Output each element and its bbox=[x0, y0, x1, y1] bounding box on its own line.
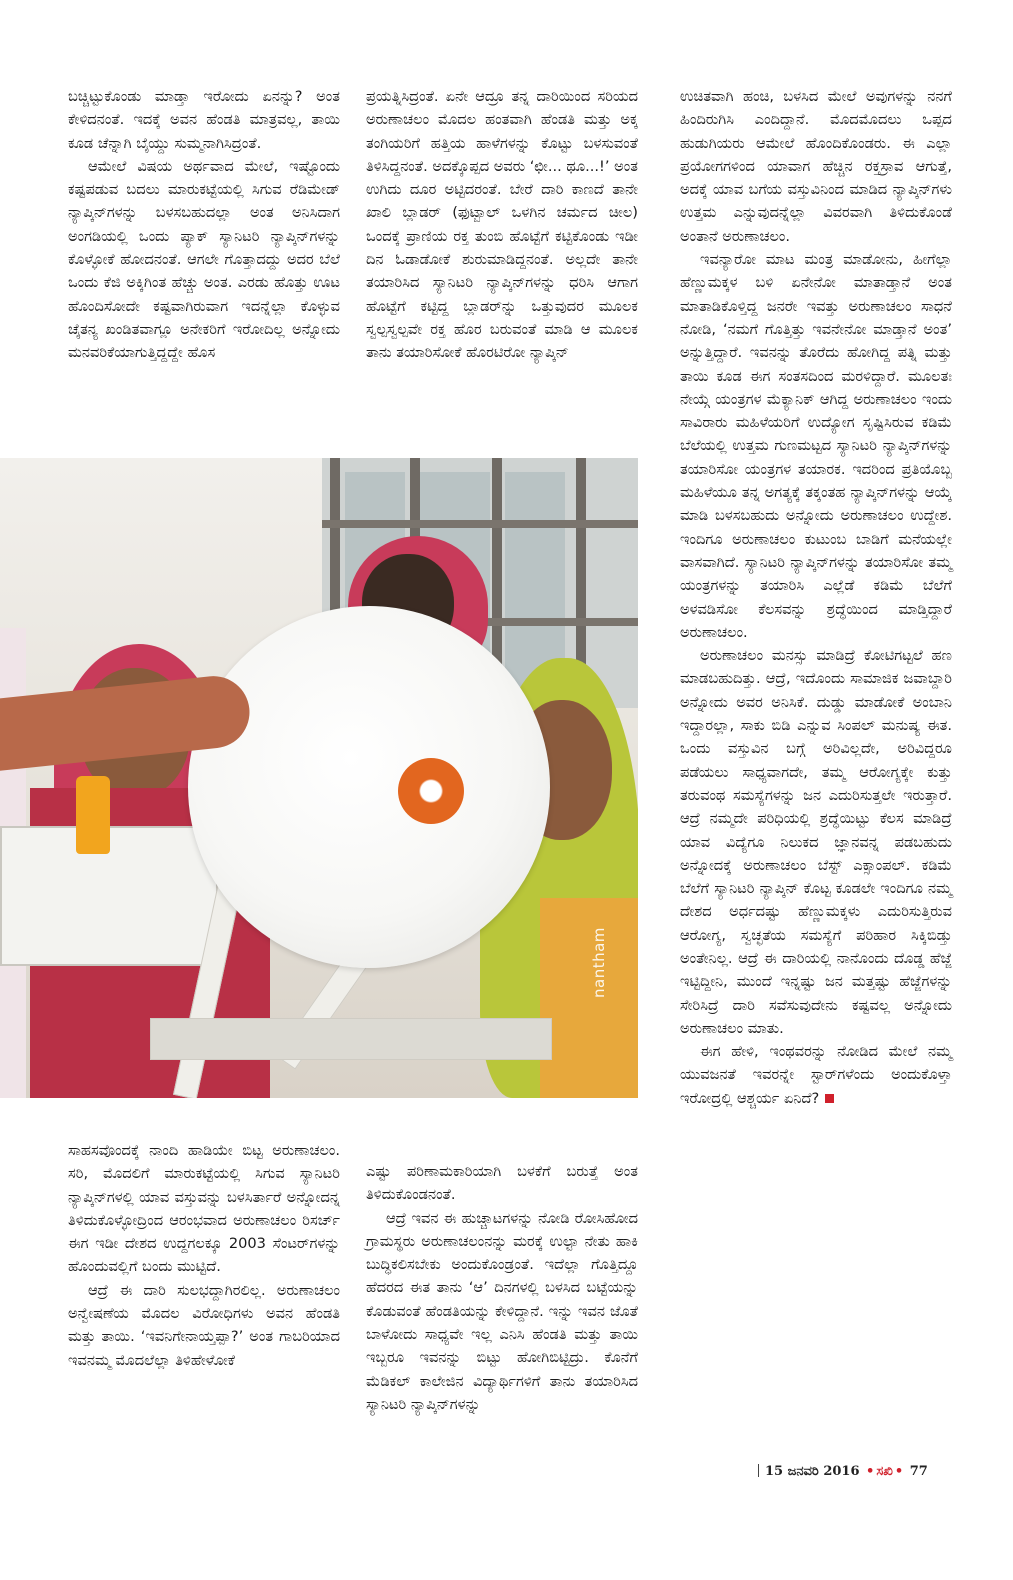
paragraph: ಸಾಹಸವೊಂದಕ್ಕೆ ನಾಂದಿ ಹಾಡಿಯೇ ಬಿಟ್ಟ ಅರುಣಾಚಲಂ. ಸರಿ, ಮೊದಲಿಗೆ ಮಾರುಕಟ್ಟೆಯಲ್ಲಿ ಸಿಗುವ ಸ್ಯಾನಿಟರಿ ನ್ಯಾಪ್ಕಿನ್‌ಗಳಲ್ಲಿ ಯಾವ ವಸ್ತುವನ್ನು ಬಳಸಿರ್ತಾರೆ ಅನ್ನೋದನ್ನ ತಿಳಿದುಕೊಳ್ಳೋದ್ರಿಂದ ಆರಂಭವಾದ ಅರುಣಾಚಲಂ ರಿಸರ್ಚ್ ಈಗ ಇಡೀ ದೇಶದ ಉದ್ದಗಲಕ್ಕೂ 2003 ಸೆಂಟರ್‌ಗಳನ್ನು ಹೊಂದುವಲ್ಲಿಗೆ ಬಂದು ಮುಟ್ಟಿದೆ. bbox=[68, 1142, 340, 1276]
photo-cotton-roll bbox=[188, 606, 550, 968]
photo-oil-bottle bbox=[76, 776, 110, 854]
closing-paragraph bbox=[680, 1040, 952, 1110]
footer-bullet: • bbox=[894, 1464, 904, 1479]
article-photo bbox=[0, 458, 638, 1098]
paragraph-text: ಈಗ ಹೇಳಿ, ಇಂಥವರನ್ನು ನೋಡಿದ ಮೇಲೆ ನಮ್ಮ ಯುವಜನತೆ ಇವರನ್ನೇ ಸ್ಟಾರ್‌ಗಳೆಂದು ಅಂದುಕೊಳ್ತಾ ಇರೋದ್ರಲ್ಲಿ ಆಶ್ಚರ್ಯ ಏನಿದೆ? bbox=[680, 1043, 952, 1107]
article-column-1 bbox=[68, 85, 340, 365]
photo-woman-right-dress bbox=[540, 898, 638, 1098]
paragraph: ಆದ್ರೆ ಇವನ ಈ ಹುಚ್ಚಾಟಗಳನ್ನು ನೋಡಿ ರೋಸಿಹೋದ ಗ್ರಾಮಸ್ಥರು ಅರುಣಾಚಲಂನನ್ನು ಮರಕ್ಕೆ ಉಲ್ಟಾ ನೇತು ಹಾಕಿ ಬುದ್ಧಿಕಲಿಸಬೇಕು ಅಂದುಕೊಂಡ್ರಂತೆ. ಇದೆಲ್ಲಾ ಗೊತ್ತಿದ್ದೂ ಹೆದರದ ಈತ ತಾನು ‘ಆ’ ದಿನಗಳಲ್ಲಿ ಬಳಸಿದ ಬಟ್ಟೆಯನ್ನು ಕೊಡುವಂತೆ ಹೆಂಡತಿಯನ್ನು ಕೇಳಿದ್ದಾನೆ. ಇನ್ನು ಇವನ ಜೊತೆ ಬಾಳೋದು ಸಾಧ್ಯವೇ ಇಲ್ಲ ಎನಿಸಿ ಹೆಂಡತಿ ಮತ್ತು ತಾಯಿ ಇಬ್ಬರೂ ಇವನನ್ನು ಬಿಟ್ಟು ಹೋಗಿಬಿಟ್ಟಿದ್ರು. ಕೊನೆಗೆ ಮೆಡಿಕಲ್ ಕಾಲೇಜಿನ ವಿದ್ಯಾರ್ಥಿಗಳಿಗೆ ತಾನು ತಯಾರಿಸಿದ ಸ್ಯಾನಿಟರಿ ನ್ಯಾಪ್ಕಿನ್‌ಗಳನ್ನು bbox=[366, 1209, 638, 1413]
footer-bullet: • bbox=[866, 1464, 875, 1479]
paragraph: ಉಚಿತವಾಗಿ ಹಂಚಿ, ಬಳಸಿದ ಮೇಲೆ ಅವುಗಳನ್ನು ನನಗೆ ಹಿಂದಿರುಗಿಸಿ ಎಂದಿದ್ದಾನೆ. ಮೊದಮೊದಲು ಒಪ್ಪದ ಹುಡುಗಿಯರು ಆಮೇಲೆ ಹೊಂದಿಕೊಂಡರು. ಈ ಎಲ್ಲಾ ಪ್ರಯೋಗಗಳಿಂದ ಯಾವಾಗ ಹೆಚ್ಚಿನ ರಕ್ತಸ್ರಾವ ಆಗುತ್ತೆ, ಅದಕ್ಕೆ ಯಾವ ಬಗೆಯ ವಸ್ತುವಿನಿಂದ ಮಾಡಿದ ನ್ಯಾಪ್ಕಿನ್‌ಗಳು ಉತ್ತಮ ಎನ್ನುವುದನ್ನೆಲ್ಲಾ ವಿವರವಾಗಿ ತಿಳಿದುಕೊಂಡೆ ಅಂತಾನೆ ಅರುಣಾಚಲಂ. bbox=[680, 88, 952, 245]
page-number: 77 bbox=[909, 1464, 928, 1479]
article-column-5 bbox=[366, 1160, 638, 1416]
magazine-name: ಸಖಿ bbox=[876, 1464, 893, 1479]
article-column-3 bbox=[680, 85, 952, 1110]
photo-table bbox=[150, 1018, 552, 1060]
article-column-2 bbox=[366, 85, 638, 365]
issue-date: 15 ಜನವರಿ 2016 bbox=[765, 1464, 860, 1479]
paragraph: ಅರುಣಾಚಲಂ ಮನಸ್ಸು ಮಾಡಿದ್ರೆ ಕೋಟಿಗಟ್ಟಲೆ ಹಣ ಮಾಡಬಹುದಿತ್ತು. ಆದ್ರೆ, ಇದೊಂದು ಸಾಮಾಜಿಕ ಜವಾಬ್ದಾರಿ ಅನ್ನೋದು ಅವರ ಅನಿಸಿಕೆ. ದುಡ್ಡು ಮಾಡೋಕೆ ಅಂಬಾನಿ ಇದ್ದಾರಲ್ಲಾ, ಸಾಕು ಬಿಡಿ ಎನ್ನುವ ಸಿಂಪಲ್ ಮನುಷ್ಯ ಈತ. ಒಂದು ವಸ್ತುವಿನ ಬಗ್ಗೆ ಅರಿವಿಲ್ಲದೇ, ಅರಿವಿದ್ದರೂ ಪಡೆಯಲು ಸಾಧ್ಯವಾಗದೇ, ತಮ್ಮ ಆರೋಗ್ಯಕ್ಕೇ ಕುತ್ತು ತರುವಂಥ ಸಮಸ್ಯೆಗಳನ್ನು ಜನ ಎದುರಿಸುತ್ತಲೇ ಇರುತ್ತಾರೆ. ಆದ್ರೆ ನಮ್ಮದೇ ಪರಿಧಿಯಲ್ಲಿ ಶ್ರದ್ಧೆಯಿಟ್ಟು ಕೆಲಸ ಮಾಡಿದ್ರೆ ಯಾವ ವಿದ್ಯೆಗೂ ನಿಲುಕದ ಜ್ಞಾನವನ್ನ ಪಡಬಹುದು ಅನ್ನೋದಕ್ಕೆ ಅರುಣಾಚಲಂ ಬೆಸ್ಟ್ ಎಕ್ಸಾಂಪಲ್. ಕಡಿಮೆ ಬೆಲೆಗೆ ಸ್ಯಾನಿಟರಿ ನ್ಯಾಪ್ಕಿನ್ ಕೊಟ್ಟ ಕೂಡಲೇ ಇಂದಿಗೂ ನಮ್ಮ ದೇಶದ ಅರ್ಧದಷ್ಟು ಹೆಣ್ಣುಮಕ್ಕಳು ಎದುರಿಸುತ್ತಿರುವ ಆರೋಗ್ಯ, ಸ್ವಚ್ಛತೆಯ ಸಮಸ್ಯೆಗೆ ಪರಿಹಾರ ಸಿಕ್ಕಿಬಿಡ್ತು ಅಂತೇನಿಲ್ಲ. ಆದ್ರೆ ಈ ದಾರಿಯಲ್ಲಿ ನಾನೊಂದು ದೊಡ್ಡ ಹೆಜ್ಜೆ ಇಟ್ಟಿದ್ದೀನಿ, ಮುಂದೆ ಇನ್ನಷ್ಟು ಜನ ಮತ್ತಷ್ಟು ಹೆಜ್ಜೆಗಳನ್ನು ಸೇರಿಸಿದ್ರೆ ದಾರಿ ಸವೆಸುವುದೇನು ಕಷ್ಟವಲ್ಲ ಅನ್ನೋದು ಅರುಣಾಚಲಂ ಮಾತು. bbox=[680, 647, 952, 1037]
page-footer bbox=[758, 1464, 928, 1479]
paragraph: ಪ್ರಯತ್ನಿಸಿದ್ರಂತೆ. ಏನೇ ಆದ್ರೂ ತನ್ನ ದಾರಿಯಿಂದ ಸರಿಯದ ಅರುಣಾಚಲಂ ಮೊದಲ ಹಂತವಾಗಿ ಹೆಂಡತಿ ಮತ್ತು ಅಕ್ಕ ತಂಗಿಯರಿಗೆ ಹತ್ತಿಯ ಹಾಳೆಗಳನ್ನು ಕೊಟ್ಟು ಬಳಸುವಂತೆ ತಿಳಿಸಿದ್ದನಂತೆ. ಅದಕ್ಕೊಪ್ಪದ ಅವರು ‘ಛೀ... ಥೂ...!’ ಅಂತ ಉಗಿದು ದೂರ ಅಟ್ಟಿದರಂತೆ. ಬೇರೆ ದಾರಿ ಕಾಣದೆ ತಾನೇ ಖಾಲಿ ಬ್ಲಾಡರ್ (ಫುಟ್ಬಾಲ್ ಒಳಗಿನ ಚರ್ಮದ ಚೀಲ) ಒಂದಕ್ಕೆ ಪ್ರಾಣಿಯ ರಕ್ತ ತುಂಬಿ ಹೊಟ್ಟೆಗೆ ಕಟ್ಟಿಕೊಂಡು ಇಡೀ ದಿನ ಓಡಾಡೋಕೆ ಶುರುಮಾಡಿದ್ದನಂತೆ. ಅಲ್ಲದೇ ತಾನೇ ತಯಾರಿಸಿದ ಸ್ಯಾನಿಟರಿ ನ್ಯಾಪ್ಕಿನ್‌ಗಳನ್ನು ಧರಿಸಿ ಆಗಾಗ ಹೊಟ್ಟೆಗೆ ಕಟ್ಟಿದ್ದ ಬ್ಲಾಡರ್‌ನ್ನು ಒತ್ತುವುದರ ಮೂಲಕ ಸ್ವಲ್ಪಸ್ವಲ್ಪವೇ ರಕ್ತ ಹೊರ ಬರುವಂತೆ ಮಾಡಿ ಆ ಮೂಲಕ ತಾನು ತಯಾರಿಸೋಕೆ ಹೊರಟಿರೋ ನ್ಯಾಪ್ಕಿನ್ bbox=[366, 88, 639, 362]
paragraph: ಬಚ್ಚಿಟ್ಟುಕೊಂಡು ಮಾಡ್ತಾ ಇರೋದು ಏನನ್ನು? ಅಂತ ಕೇಳಿದನಂತೆ. ಇದಕ್ಕೆ ಅವನ ಹೆಂಡತಿ ಮಾತ್ರವಲ್ಲ, ತಾಯಿ ಕೂಡ ಚೆನ್ನಾಗಿ ಬೈಯ್ದು ಸುಮ್ಮನಾಗಿಸಿದ್ರಂತೆ. bbox=[68, 88, 340, 152]
photo-credit-watermark: nantham bbox=[590, 927, 608, 998]
paragraph: ಆದ್ರೆ ಈ ದಾರಿ ಸುಲಭದ್ದಾಗಿರಲಿಲ್ಲ. ಅರುಣಾಚಲಂ ಅನ್ವೇಷಣೆಯ ಮೊದಲ ವಿರೋಧಿಗಳು ಅವನ ಹೆಂಡತಿ ಮತ್ತು ತಾಯಿ. ‘ಇವನಿಗೇನಾಯ್ತಪ್ಪಾ?’ ಅಂತ ಗಾಬರಿಯಾದ ಇವನಮ್ಮ ಮೊದಲೆಲ್ಲಾ ತಿಳಿಹೇಳೋಕೆ bbox=[68, 1281, 340, 1369]
paragraph: ಇವನ್ಯಾರೋ ಮಾಟ ಮಂತ್ರ ಮಾಡೋನು, ಹೀಗೆಲ್ಲಾ ಹೆಣ್ಣುಮಕ್ಕಳ ಬಳಿ ಏನೇನೋ ಮಾತಾಡ್ತಾನೆ ಅಂತ ಮಾತಾಡಿಕೊಳ್ತಿದ್ದ ಜನರೇ ಇವತ್ತು ಅರುಣಾಚಲಂ ಸಾಧನೆ ನೋಡಿ, ‘ನಮಗೆ ಗೊತ್ತಿತ್ತು ಇವನೇನೋ ಮಾಡ್ತಾನೆ ಅಂತ’ ಅನ್ನುತ್ತಿದ್ದಾರೆ. ಇವನನ್ನು ತೊರೆದು ಹೋಗಿದ್ದ ಪತ್ನಿ ಮತ್ತು ತಾಯಿ ಕೂಡ ಈಗ ಸಂತಸದಿಂದ ಮರಳಿದ್ದಾರೆ. ಮೂಲತಃ ನೇಯ್ಗೆ ಯಂತ್ರಗಳ ಮೆಕ್ಯಾನಿಕ್ ಆಗಿದ್ದ ಅರುಣಾಚಲಂ ಇಂದು ಸಾವಿರಾರು ಮಹಿಳೆಯರಿಗೆ ಉದ್ಯೋಗ ಸೃಷ್ಟಿಸಿರುವ ಕಡಿಮೆ ಬೆಲೆಯಲ್ಲಿ ಉತ್ತಮ ಗುಣಮಟ್ಟದ ಸ್ಯಾನಿಟರಿ ನ್ಯಾಪ್ಕಿನ್‌ಗಳನ್ನು ತಯಾರಿಸೋ ಯಂತ್ರಗಳ ತಯಾರಕ. ಇದರಿಂದ ಪ್ರತಿಯೊಬ್ಬ ಮಹಿಳೆಯೂ ತನ್ನ ಅಗತ್ಯಕ್ಕೆ ತಕ್ಕಂತಹ ನ್ಯಾಪ್ಕಿನ್‌ಗಳನ್ನು ಆಯ್ಕೆ ಮಾಡಿ ಬಳಸಬಹುದು ಅನ್ನೋದು ಅರುಣಾಚಲಂ ಉದ್ದೇಶ. ಇಂದಿಗೂ ಅರುಣಾಚಲಂ ಕುಟುಂಬ ಬಾಡಿಗೆ ಮನೆಯಲ್ಲೇ ವಾಸವಾಗಿದೆ. ಸ್ಯಾನಿಟರಿ ನ್ಯಾಪ್ಕಿನ್‌ಗಳನ್ನು ತಯಾರಿಸೋ ತಮ್ಮ ಯಂತ್ರಗಳನ್ನು ತಯಾರಿಸಿ ಎಲ್ಲೆಡೆ ಕಡಿಮೆ ಬೆಲೆಗೆ ಅಳವಡಿಸೋ ಕೆಲಸವನ್ನು ಶ್ರದ್ಧೆಯಿಂದ ಮಾಡ್ತಿದ್ದಾರೆ ಅರುಣಾಚಲಂ. bbox=[680, 251, 952, 641]
end-of-article-mark bbox=[825, 1094, 834, 1103]
paragraph: ಆಮೇಲೆ ವಿಷಯ ಅರ್ಥವಾದ ಮೇಲೆ, ಇಷ್ಟೊಂದು ಕಷ್ಟಪಡುವ ಬದಲು ಮಾರುಕಟ್ಟೆಯಲ್ಲಿ ಸಿಗುವ ರೆಡಿಮೇಡ್ ನ್ಯಾಪ್ಕಿನ್‌ಗಳನ್ನು ಬಳಸಬಹುದಲ್ಲಾ ಅಂತ ಅನಿಸಿದಾಗ ಅಂಗಡಿಯಲ್ಲಿ ಒಂದು ಪ್ಯಾಕ್ ಸ್ಯಾನಿಟರಿ ನ್ಯಾಪ್ಕಿನ್‌ಗಳನ್ನು ಕೊಳ್ಳೋಕೆ ಹೋದನಂತೆ. ಆಗಲೇ ಗೊತ್ತಾದದ್ದು ಅದರ ಬೆಲೆ ಒಂದು ಕೆಜಿ ಅಕ್ಕಿಗಿಂತ ಹೆಚ್ಚು ಅಂತ. ಎರಡು ಹೊತ್ತು ಊಟ ಹೊಂದಿಸೋದೇ ಕಷ್ಟವಾಗಿರುವಾಗ ಇದನ್ನೆಲ್ಲಾ ಕೊಳ್ಳುವ ಚೈತನ್ಯ ಖಂಡಿತವಾಗ್ಲೂ ಅನೇಕರಿಗೆ ಇರೋದಿಲ್ಲ ಅನ್ನೋದು ಮನವರಿಕೆಯಾಗುತ್ತಿದ್ದದ್ದೇ ಹೊಸ bbox=[68, 157, 340, 362]
photo-window-rail bbox=[322, 520, 638, 528]
footer-separator bbox=[758, 1464, 759, 1477]
paragraph: ಎಷ್ಟು ಪರಿಣಾಮಕಾರಿಯಾಗಿ ಬಳಕೆಗೆ ಬರುತ್ತೆ ಅಂತ ತಿಳಿದುಕೊಂಡನಂತೆ. bbox=[366, 1163, 638, 1204]
article-column-4 bbox=[68, 1139, 340, 1372]
photo-roll-hub bbox=[398, 758, 464, 824]
